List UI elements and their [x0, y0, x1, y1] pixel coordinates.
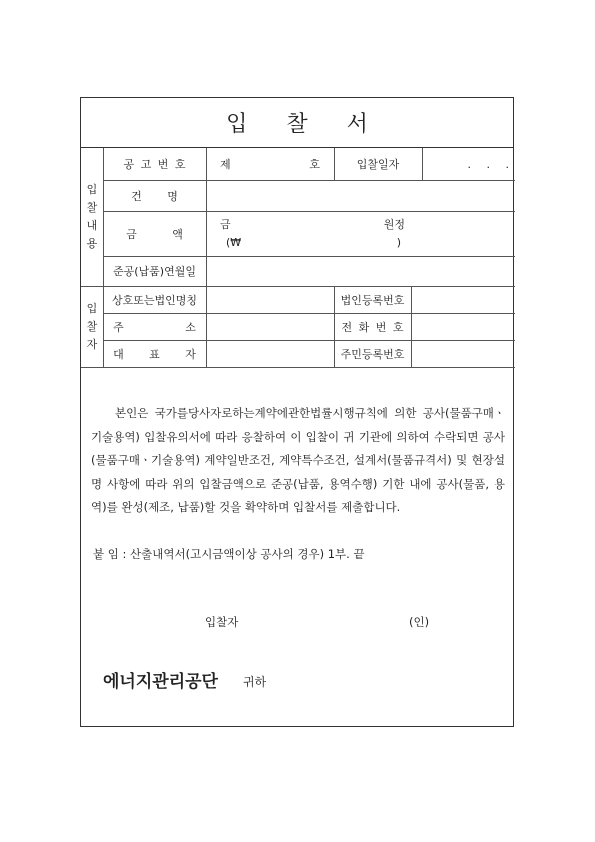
amount-suffix: 원정 — [383, 217, 405, 231]
notice-no-label: 공 고 번 호 — [123, 158, 186, 171]
form-title: 입 찰 서 — [81, 98, 513, 148]
section-char: 용 — [86, 237, 98, 250]
bid-date-field[interactable]: . . . — [467, 157, 509, 171]
amount-field[interactable] — [206, 211, 515, 256]
completion-date-label: 준공(납품)연월일 — [113, 265, 196, 278]
amount-won-open: (₩ — [226, 235, 242, 249]
phone-field[interactable] — [411, 313, 515, 340]
amount-won-close: ) — [396, 235, 401, 249]
recipient-name: 에너지관리공단 — [103, 672, 218, 692]
address-label: 주 소 — [113, 320, 196, 334]
pledge-text: 본인은 국가를당사자로하는계약에관한법률시행규칙에 의한 공사(물품구매ㆍ기술용역) 입찰유의서에 따라 응찰하여 이 입찰이 귀 기관에 의하여 수락되면 공사(물품구매ㆍ기술용역) 계약일반조건, 계약특수조건, 설계서(물품규격서) 및 현장설명 사항에 따라 위의 입찰금액으로 준공(납품, 용역수행) 기한 내에 공사(물품, 용역)를 완성(제조, 납품)할 것을 확약하며 입찰서를 제출합니다. — [91, 406, 505, 514]
company-name-field[interactable] — [206, 286, 334, 313]
corp-reg-no-label: 법인등록번호 — [340, 293, 405, 307]
address-field[interactable] — [206, 313, 334, 340]
section-char: 자 — [86, 337, 98, 351]
corp-reg-no-field[interactable] — [411, 286, 515, 313]
section-bidder — [81, 286, 103, 367]
bid-form — [80, 97, 514, 727]
phone-label: 전 화 번 호 — [341, 320, 404, 334]
amount-line-numeric — [220, 234, 405, 252]
section-char: 찰 — [86, 319, 98, 333]
notice-no-field[interactable] — [206, 148, 334, 180]
amount-prefix: 금 — [220, 217, 231, 231]
attachment-note: 붙 임 : 산출내역서(고시금액이상 공사의 경우) 1부. 끝 — [93, 547, 365, 561]
resident-reg-no-label: 주민등록번호 — [340, 347, 405, 361]
section-char: 내 — [86, 219, 98, 232]
pledge-paragraph — [91, 402, 505, 520]
subject-label: 건 명 — [131, 189, 178, 203]
completion-date-field[interactable] — [206, 256, 515, 286]
company-name-label: 상호또는법인명칭 — [111, 293, 197, 307]
amount-label: 금 액 — [126, 227, 183, 241]
section-bid-content — [81, 148, 103, 286]
notice-no-prefix: 제 — [220, 158, 231, 171]
amount-line-korean — [220, 216, 405, 234]
section-char: 입 — [86, 301, 98, 315]
bid-date-label: 입찰일자 — [356, 158, 400, 171]
resident-reg-no-field[interactable] — [411, 340, 515, 367]
representative-label: 대 표 자 — [113, 347, 196, 361]
section-char: 입 — [86, 183, 98, 196]
row-line — [81, 367, 515, 368]
representative-field[interactable] — [206, 340, 334, 367]
section-char: 찰 — [86, 201, 98, 214]
signer-label: 입찰자 — [205, 615, 239, 629]
notice-no-suffix: 호 — [309, 158, 320, 171]
recipient-honorific: 귀하 — [243, 675, 267, 689]
seal-mark: (인) — [409, 615, 430, 629]
subject-field[interactable] — [206, 180, 515, 211]
